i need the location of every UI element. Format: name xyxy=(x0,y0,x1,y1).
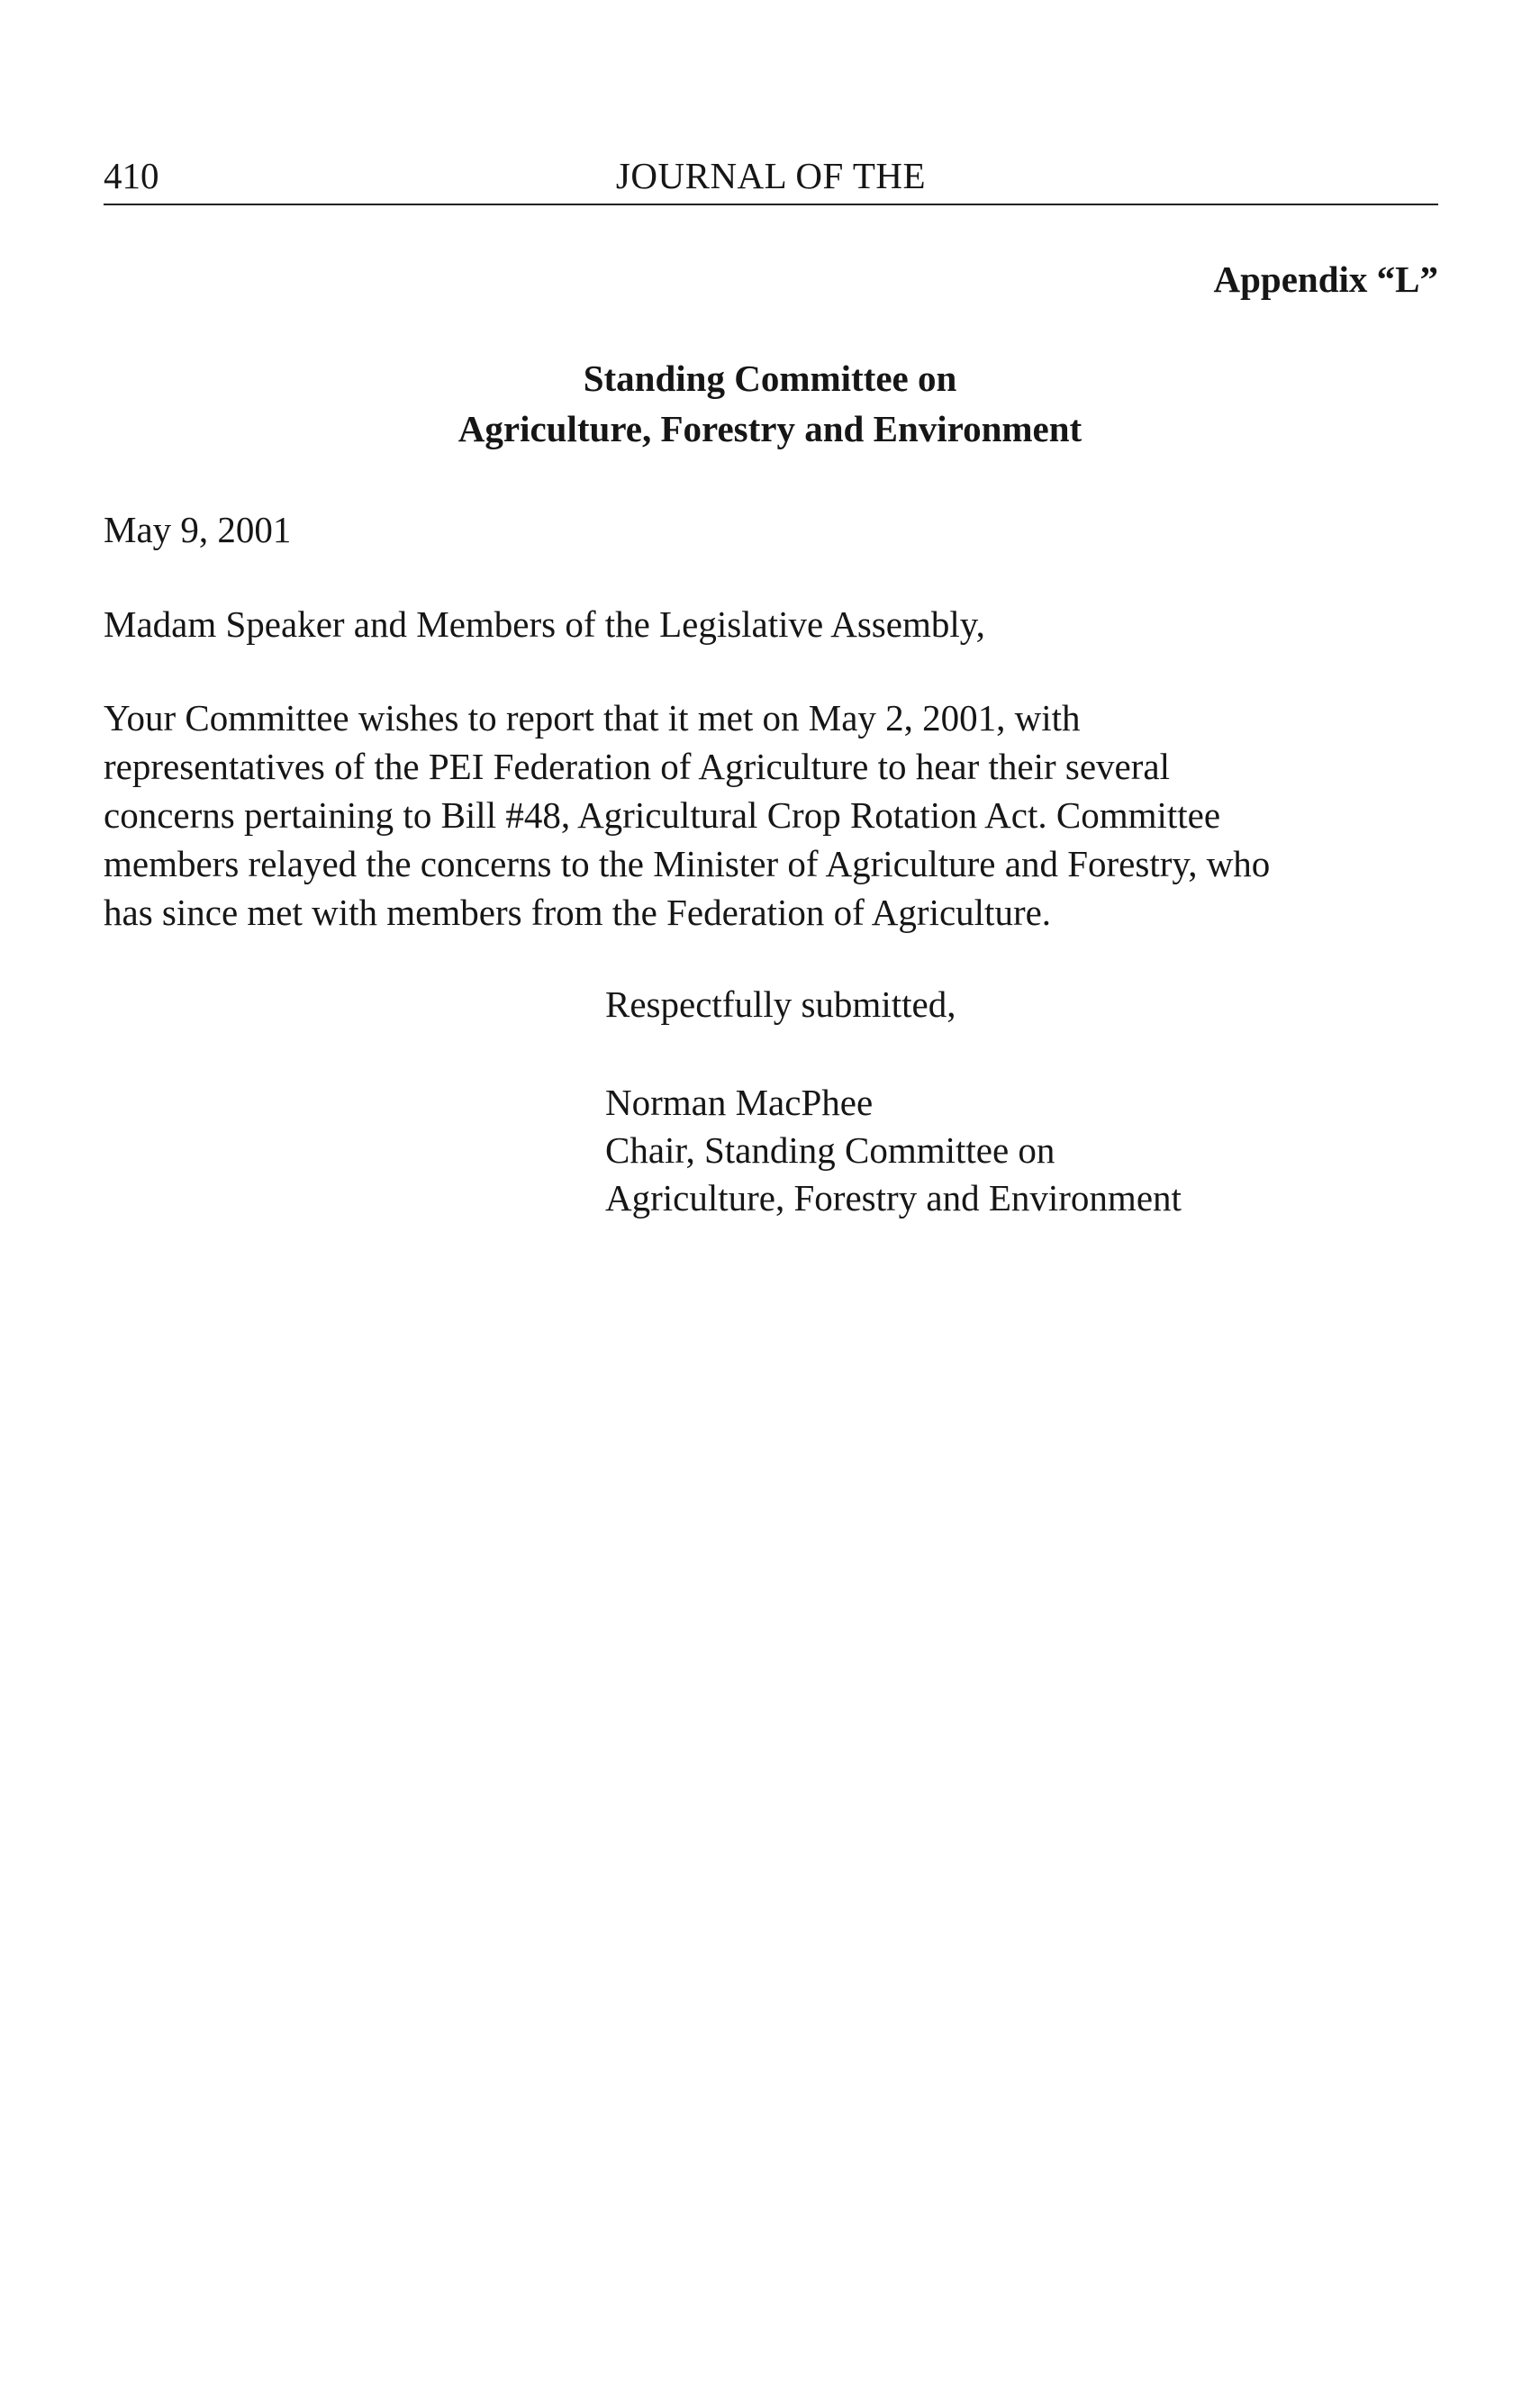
body-line: has since met with members from the Federation of Agriculture. xyxy=(104,892,1052,933)
committee-heading xyxy=(0,353,1540,454)
report-date: May 9, 2001 xyxy=(104,509,292,550)
committee-heading-line: Standing Committee on xyxy=(583,358,957,399)
salutation: Madam Speaker and Members of the Legislative Assembly, xyxy=(104,603,985,645)
appendix-label: Appendix “L” xyxy=(1213,258,1438,300)
journal-title: JOURNAL OF THE xyxy=(615,155,927,196)
signatory-title: Chair, Standing Committee on xyxy=(605,1129,1055,1171)
signatory-title: Agriculture, Forestry and Environment xyxy=(605,1177,1182,1219)
body-line: concerns pertaining to Bill #48, Agricultural Crop Rotation Act. Committee xyxy=(104,794,1221,836)
signature-block xyxy=(605,1079,1182,1222)
signatory-name: Norman MacPhee xyxy=(605,1082,874,1123)
page-number: 410 xyxy=(104,155,159,196)
body-line: representatives of the PEI Federation of Agriculture to hear their several xyxy=(104,746,1170,787)
committee-heading-line: Agriculture, Forestry and Environment xyxy=(457,408,1083,449)
closing-line: Respectfully submitted, xyxy=(605,983,956,1025)
running-header xyxy=(104,153,1438,205)
body-line: members relayed the concerns to the Minister of Agriculture and Forestry, who xyxy=(104,843,1271,884)
body-line: Your Committee wishes to report that it met on May 2, 2001, with xyxy=(104,697,1081,738)
report-body xyxy=(104,693,1445,937)
